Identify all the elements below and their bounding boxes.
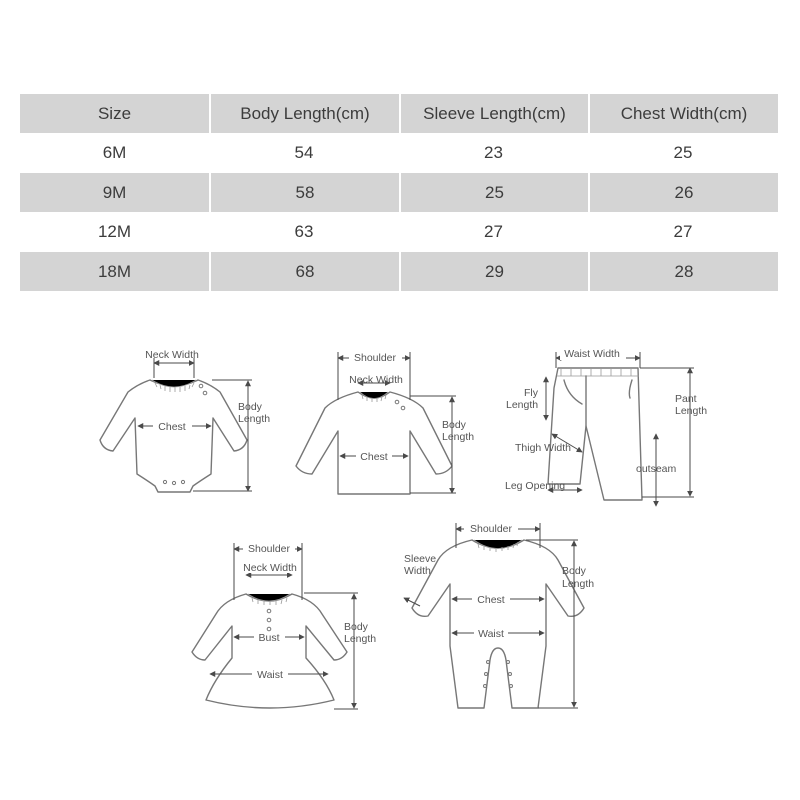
header-chest-width: Chest Width(cm) (588, 94, 778, 133)
cell-size: 18M (20, 252, 209, 291)
label-pant-length-2: Length (675, 405, 708, 417)
shirt-diagram (296, 350, 474, 494)
label-leg-opening: Leg Opening (505, 480, 566, 492)
label-pant-length-1: Pant (675, 393, 697, 405)
header-size: Size (20, 94, 209, 133)
label-body-length-1: Body (562, 565, 586, 577)
label-chest: Chest (477, 594, 505, 606)
cell-chest-width: 26 (588, 173, 778, 212)
cell-size: 9M (20, 173, 209, 212)
cell-chest-width: 27 (673, 222, 693, 241)
label-outseam: outseam (636, 463, 677, 475)
header-body-length: Body Length(cm) (209, 94, 399, 133)
romper-diagram (404, 521, 594, 708)
cell-body-length: 63 (294, 222, 314, 241)
label-chest: Chest (360, 451, 388, 463)
label-sleeve-width-2: Width (404, 565, 431, 577)
cell-sleeve-length: 23 (484, 143, 503, 162)
label-neck-width: Neck Width (243, 562, 297, 574)
label-chest: Chest (158, 421, 186, 433)
cell-sleeve-length: 25 (399, 173, 588, 212)
label-waist-width: Waist Width (564, 348, 620, 360)
cell-size: 12M (97, 222, 132, 241)
label-neck-width: Neck Width (145, 349, 199, 361)
cell-body-length: 58 (209, 173, 399, 212)
dress-diagram (192, 541, 376, 709)
label-body-length-2: Length (344, 633, 377, 645)
label-sleeve-width-1: Sleeve (404, 553, 437, 565)
label-body-length-2: Length (562, 578, 595, 590)
cell-sleeve-length: 29 (399, 252, 588, 291)
cell-body-length: 54 (294, 143, 314, 162)
label-shoulder: Shoulder (353, 352, 397, 364)
label-bust: Bust (258, 632, 280, 644)
label-body-length-1: Body (344, 621, 368, 633)
label-thigh-width: Thigh Width (515, 442, 572, 454)
label-body-length-2: Length (442, 431, 475, 443)
cell-body-length: 68 (209, 252, 399, 291)
label-body-length-1: Body (238, 401, 262, 413)
bodysuit-diagram (100, 349, 270, 492)
cell-size: 6M (102, 143, 127, 162)
cell-chest-width: 25 (673, 143, 693, 162)
cell-sleeve-length: 27 (484, 222, 503, 241)
pants-diagram (505, 347, 707, 506)
label-fly-length-2: Length (506, 399, 539, 411)
header-sleeve-length: Sleeve Length(cm) (399, 94, 588, 133)
label-body-length-1: Body (442, 419, 466, 431)
label-shoulder: Shoulder (247, 543, 291, 555)
label-fly-length-1: Fly (524, 387, 538, 399)
label-waist: Waist (257, 669, 283, 681)
label-waist: Waist (478, 628, 504, 640)
cell-chest-width: 28 (588, 252, 778, 291)
label-shoulder: Shoulder (469, 523, 513, 535)
label-body-length-2: Length (238, 413, 271, 425)
label-neck-width: Neck Width (349, 374, 403, 386)
